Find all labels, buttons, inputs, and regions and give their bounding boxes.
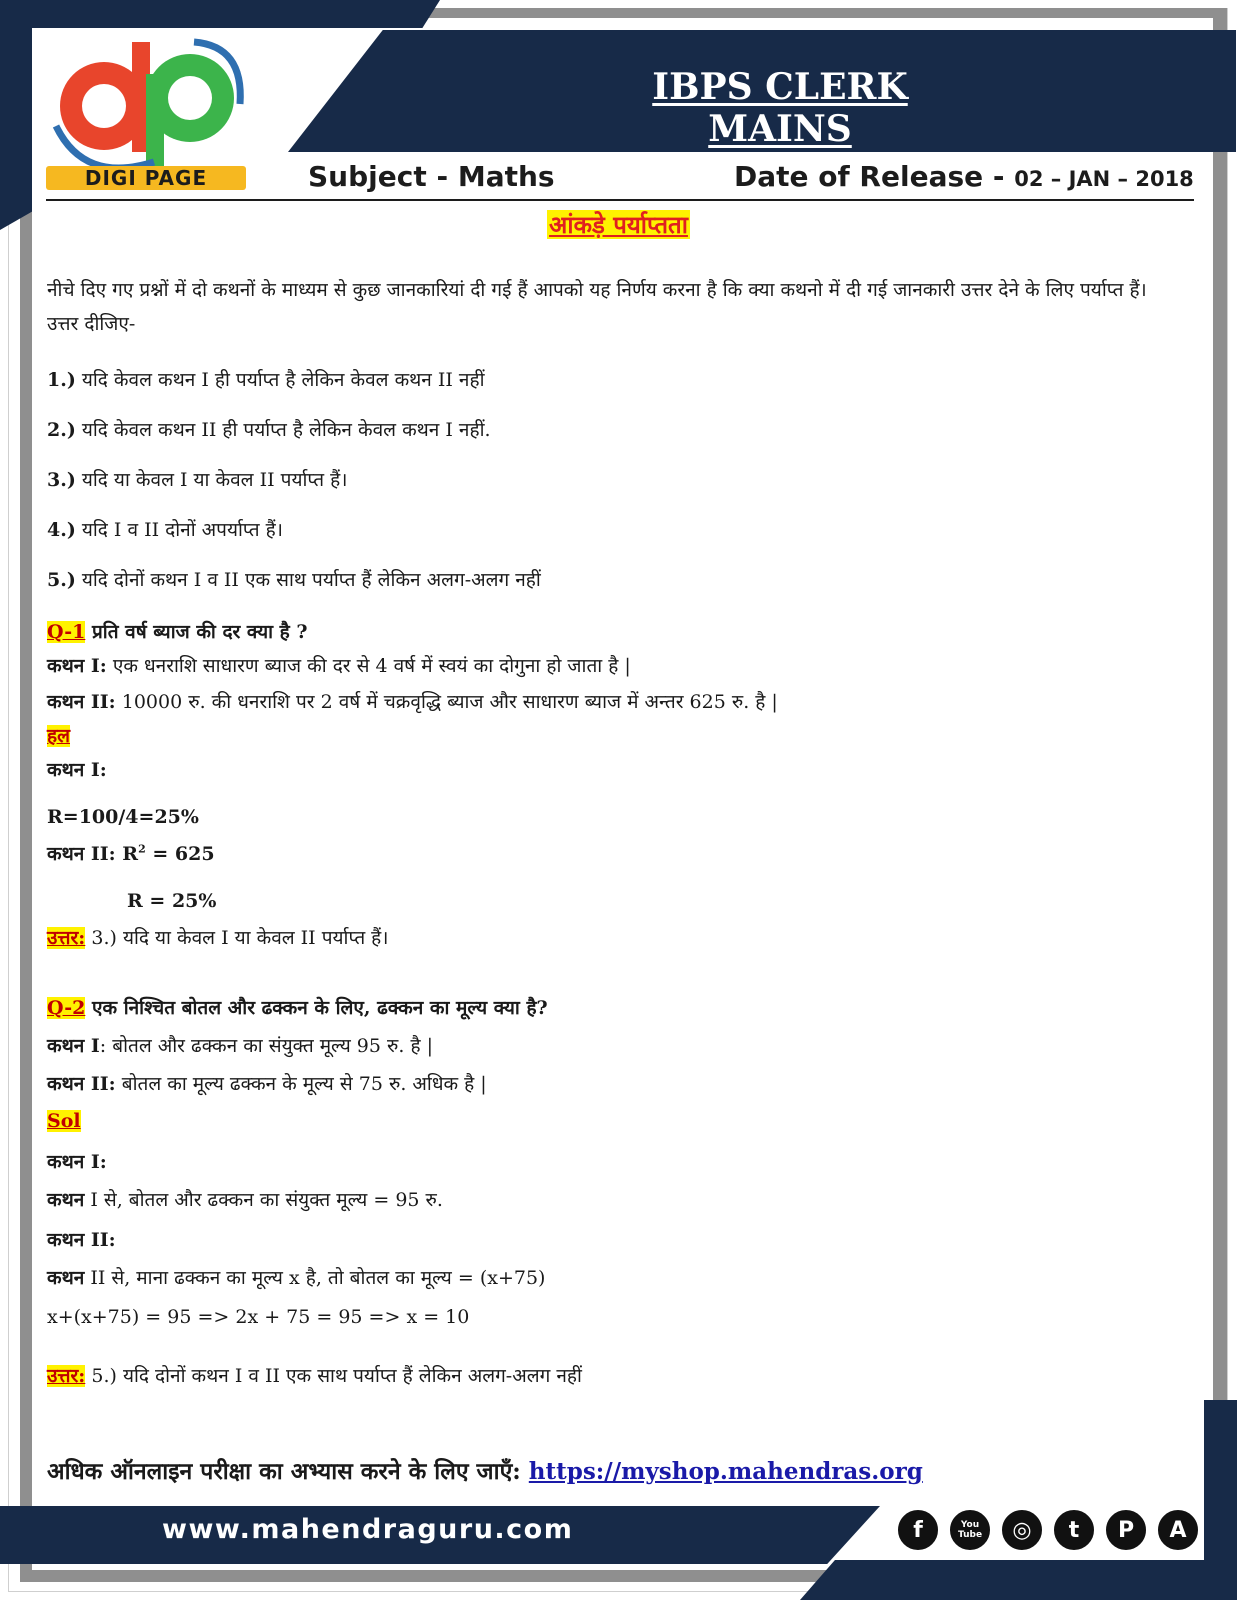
- option-2: 2.) यदि केवल कथन II ही पर्याप्त है लेकिन केवल कथन I नहीं.: [47, 419, 491, 441]
- q2-equation: x+(x+75) = 95 => 2x + 75 = 95 => x = 10: [47, 1306, 470, 1328]
- q1-label: Q-1: [47, 621, 86, 643]
- footer-corner: [800, 1560, 1237, 1600]
- release-date-value: 02 – JAN – 2018: [1014, 167, 1194, 191]
- q1-sol-statement-1: कथन I:: [47, 759, 107, 781]
- pinterest-icon[interactable]: P: [1104, 1508, 1148, 1552]
- intro-line-2: उत्तर दीजिए-: [47, 313, 136, 335]
- header-top-strip: [0, 0, 440, 28]
- youtube-icon[interactable]: You Tube: [948, 1508, 992, 1552]
- q1-sol-statement-2: कथन II: $R^2 = 625$: [47, 842, 215, 865]
- q2-statement-1: कथन I: बोतल और ढक्कन का संयुक्त मूल्य 95 रु. है |: [47, 1035, 433, 1057]
- release-date: [734, 160, 1194, 193]
- q1-answer: उत्तर: 3.) यदि या केवल I या केवल II पर्याप्त हैं।: [47, 927, 389, 949]
- header-rule: [46, 199, 1194, 201]
- facebook-icon[interactable]: f: [896, 1508, 940, 1552]
- q1-calc-1: R=100/4=25%: [47, 806, 199, 828]
- android-icon[interactable]: A: [1156, 1508, 1200, 1552]
- option-1: 1.) यदि केवल कथन I ही पर्याप्त है लेकिन केवल कथन II नहीं: [47, 369, 485, 391]
- intro-line-1: नीचे दिए गए प्रश्नों में दो कथनों के माध्यम से कुछ जानकारियां दी गई हैं आपको यह निर्णय करना है कि क्या कथनो में दी गई जानकारी उत्तर देने के लिए पर्याप्त हैं।: [47, 279, 1147, 301]
- option-5: 5.) यदि दोनों कथन I व II एक साथ पर्याप्त हैं लेकिन अलग-अलग नहीं: [47, 569, 541, 591]
- q2-sol-statement-2: कथन II:: [47, 1229, 116, 1251]
- q1-statement-1: कथन I: एक धनराशि साधारण ब्याज की दर से 4 वर्ष में स्वयं का दोगुना हो जाता है |: [47, 655, 631, 677]
- q2-solution-label: Sol: [47, 1110, 81, 1132]
- myshop-link[interactable]: https://myshop.mahendras.org: [528, 1458, 923, 1485]
- left-corner-strip: [0, 0, 32, 230]
- option-3: 3.) यदि या केवल I या केवल II पर्याप्त हैं।: [47, 469, 348, 491]
- social-icons: [896, 1508, 1200, 1552]
- q1-calc-2: R = 25%: [127, 890, 217, 912]
- practice-cta: अधिक ऑनलाइन परीक्षा का अभ्यास करने के लिए जाएँ: https://myshop.mahendras.org: [47, 1458, 923, 1485]
- option-4: 4.) यदि I व II दोनों अपर्याप्त हैं।: [47, 519, 283, 541]
- q1-statement-2: कथन II: 10000 रु. की धनराशि पर 2 वर्ष में चक्रवृद्धि ब्याज और साधारण ब्याज में अन्तर 625 रु. है |: [47, 691, 778, 713]
- q2-label: Q-2: [47, 997, 86, 1019]
- brand-label: DIGI PAGE: [46, 166, 246, 190]
- q2-sol-statement-1: कथन I:: [47, 1151, 107, 1173]
- release-label: Date of Release -: [734, 160, 1015, 193]
- q2-sol-line-1: कथन I से, बोतल और ढक्कन का संयुक्त मूल्य = 95 रु.: [47, 1189, 443, 1211]
- instagram-icon[interactable]: ◎: [1000, 1508, 1044, 1552]
- page-inner: [32, 22, 1208, 1570]
- q2-answer: उत्तर: 5.) यदि दोनों कथन I व II एक साथ पर्याप्त हैं लेकिन अलग-अलग नहीं: [47, 1365, 582, 1387]
- exam-title: IBPS CLERK MAINS: [652, 66, 908, 150]
- website-url[interactable]: www.mahendraguru.com: [162, 1514, 574, 1545]
- right-corner-strip: [1204, 1400, 1237, 1600]
- topic-heading-text: आंकड़े पर्याप्तता: [549, 210, 688, 239]
- twitter-icon[interactable]: t: [1052, 1508, 1096, 1552]
- q1-solution-label: हल: [47, 725, 70, 747]
- topic-heading: [0, 208, 1237, 241]
- q1-question: Q-1 प्रति वर्ष ब्याज की दर क्या है ?: [47, 621, 308, 643]
- q2-statement-2: कथन II: बोतल का मूल्य ढक्कन के मूल्य से 75 रु. अधिक है |: [47, 1073, 487, 1095]
- q2-sol-line-2: कथन II से, माना ढक्कन का मूल्य x है, तो बोतल का मूल्य = (x+75): [47, 1267, 546, 1289]
- subject-label: Subject - Maths: [308, 160, 555, 193]
- q2-question: Q-2 एक निश्चित बोतल और ढक्कन के लिए, ढक्कन का मूल्य क्या है?: [47, 997, 548, 1019]
